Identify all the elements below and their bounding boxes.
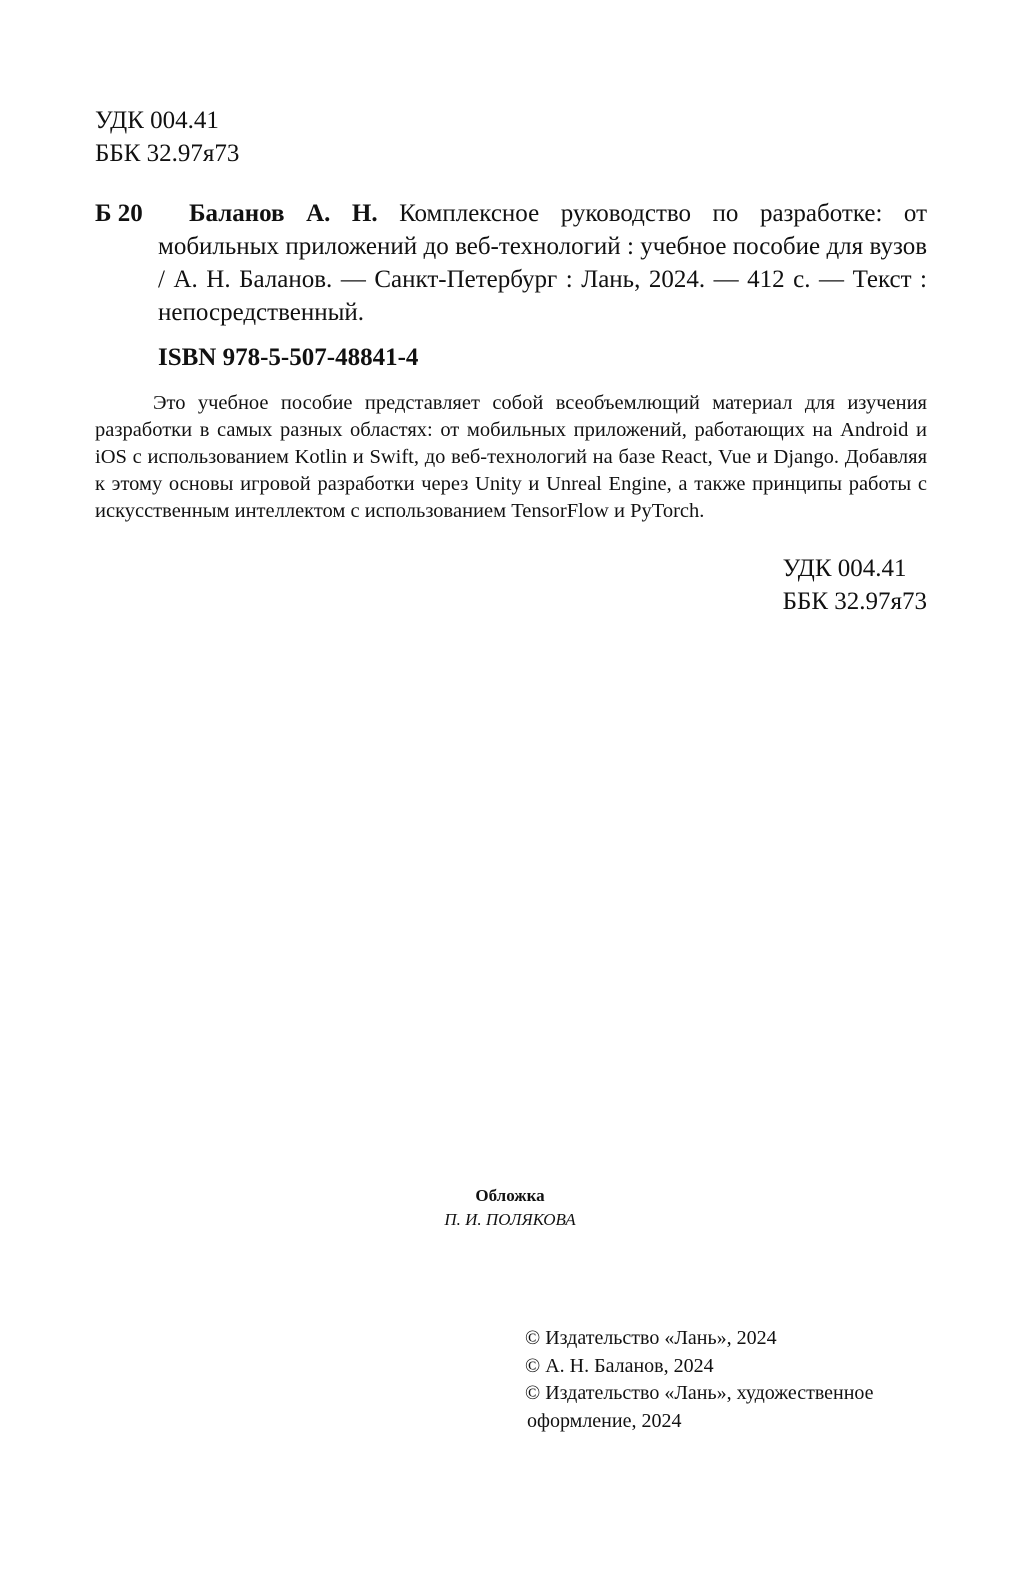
bibliographic-record — [95, 197, 927, 329]
author-name: Баланов А. Н. — [189, 200, 378, 227]
isbn: ISBN 978-5-507-48841-4 — [158, 344, 419, 371]
copyright-line: оформление, 2024 — [527, 1409, 682, 1432]
copyright-line: © А. Н. Баланов, 2024 — [525, 1354, 714, 1377]
udk-code-bottom: УДК 004.41 — [782, 555, 907, 582]
annotation: Это учебное пособие представляет собой всеобъемлющий материал для изучения разработки в самых разных областях: от мобильных приложений, работающих на Android и iOS с использованием Kotlin и Swift, до веб-технологий на базе React, Vue и Django. Добавляя к этому основы игровой разработки через Unity и Unreal Engine, а также принципы работы с искусственным интеллектом с использованием TensorFlow и PyTorch. — [95, 392, 927, 522]
bibliographic-text — [158, 197, 927, 329]
classification-top — [95, 104, 239, 170]
cover-credit — [380, 1184, 640, 1232]
bbk-code-bottom: ББК 32.97я73 — [782, 588, 927, 615]
copyright-line: © Издательство «Лань», 2024 — [525, 1327, 777, 1349]
bibliographic-description: Комплексное руководство по разработке: от мобильных приложений до веб-технологий : учебное пособие для вузов / А. Н. Баланов. — Санкт-Петербург : Лань, 2024. — 412 с. — Текст : непосредственный. — [158, 200, 927, 326]
author-code: Б 20 — [95, 200, 143, 227]
classification-bottom — [783, 552, 927, 618]
bbk-code: ББК 32.97я73 — [95, 140, 240, 167]
udk-code: УДК 004.41 — [95, 107, 219, 134]
cover-designer: П. И. ПОЛЯКОВА — [444, 1210, 576, 1229]
copyright-line: © Издательство «Лань», художественное — [525, 1382, 874, 1404]
cover-label: Обложка — [475, 1186, 545, 1205]
copyright-block — [525, 1325, 874, 1435]
